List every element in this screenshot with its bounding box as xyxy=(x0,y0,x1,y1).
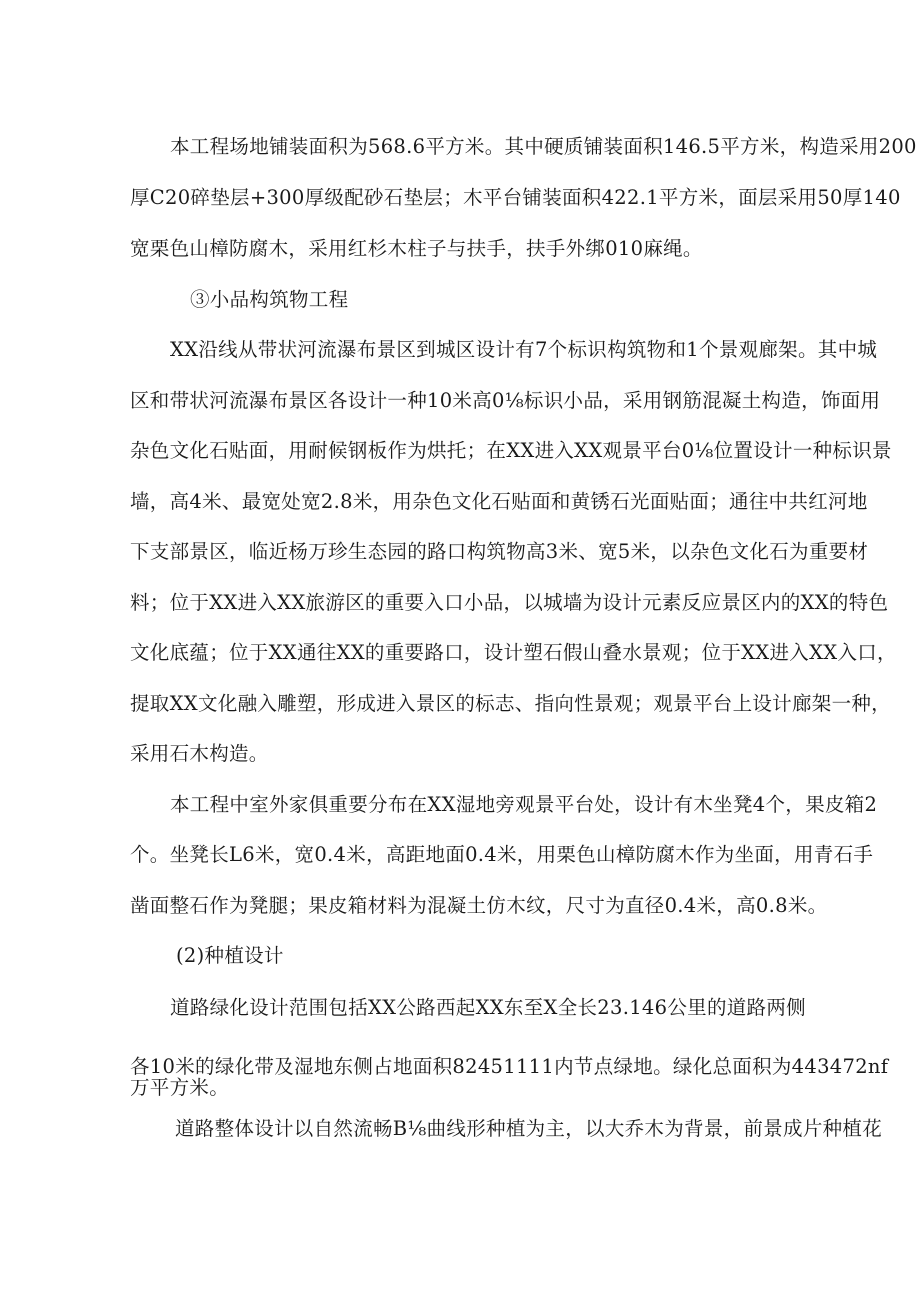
text-line: 厚C20碎垫层+300厚级配砂石垫层；木平台铺装面积422.1平方米，面层采用50厚140 xyxy=(130,186,901,209)
text-line: 宽栗色山樟防腐木，采用红杉木柱子与扶手，扶手外绑010麻绳。 xyxy=(130,237,703,260)
text-line: 区和带状河流瀑布景区各设计一种10米高0⅛标识小品，采用钢筋混凝土构造，饰面用 xyxy=(130,389,881,412)
text-line: 道路整体设计以自然流畅B⅛曲线形种植为主，以大乔木为背景，前景成片种植花 xyxy=(175,1117,883,1140)
section-heading-structures: ③小品构筑物工程 xyxy=(190,288,349,311)
text-line: 提取XX文化融入雕塑，形成进入景区的标志、指向性景观；观景平台上设计廊架一种， xyxy=(130,692,891,715)
text-line: 采用石木构造。 xyxy=(130,742,269,765)
text-line: 万平方米。 xyxy=(130,1076,230,1099)
section-heading-planting: (2)种植设计 xyxy=(176,944,284,967)
text-line: 本工程中室外家俱重要分布在XX湿地旁观景平台处，设计有木坐凳4个，果皮箱2 xyxy=(170,793,878,816)
text-line: 个。坐凳长L6米，宽0.4米，高距地面0.4米，用栗色山樟防腐木作为坐面，用青石手 xyxy=(130,843,874,866)
text-line: 下支部景区，临近杨万珍生态园的路口构筑物高3米、宽5米，以杂色文化石为重要材 xyxy=(130,540,869,563)
text-line: 各10米的绿化带及湿地东侧占地面积82451111内节点绿地。绿化总面积为443472nf xyxy=(130,1055,889,1078)
text-line: 本工程场地铺装面积为568.6平方米。其中硬质铺装面积146.5平方米，构造采用200 xyxy=(170,135,917,158)
text-line: 凿面整石作为凳腿；果皮箱材料为混凝土仿木纹，尺寸为直径0.4米，高0.8米。 xyxy=(130,894,828,917)
text-line: 墙，高4米、最宽处宽2.8米，用杂色文化石贴面和黄锈石光面贴面；通往中共红河地 xyxy=(130,490,868,513)
text-line: 料；位于XX进入XX旅游区的重要入口小品，以城墙为设计元素反应景区内的XX的特色 xyxy=(130,591,889,614)
text-line: 道路绿化设计范围包括XX公路西起XX东至X全长23.146公里的道路两侧 xyxy=(170,996,806,1019)
text-line: 杂色文化石贴面，用耐候钢板作为烘托；在XX进入XX观景平台0⅛位置设计一种标识景 xyxy=(130,439,892,462)
text-line: XX沿线从带状河流瀑布景区到城区设计有7个标识构筑物和1个景观廊架。其中城 xyxy=(170,338,878,361)
text-line: 文化底蕴；位于XX通往XX的重要路口，设计塑石假山叠水景观；位于XX进入XX入口， xyxy=(130,641,897,664)
